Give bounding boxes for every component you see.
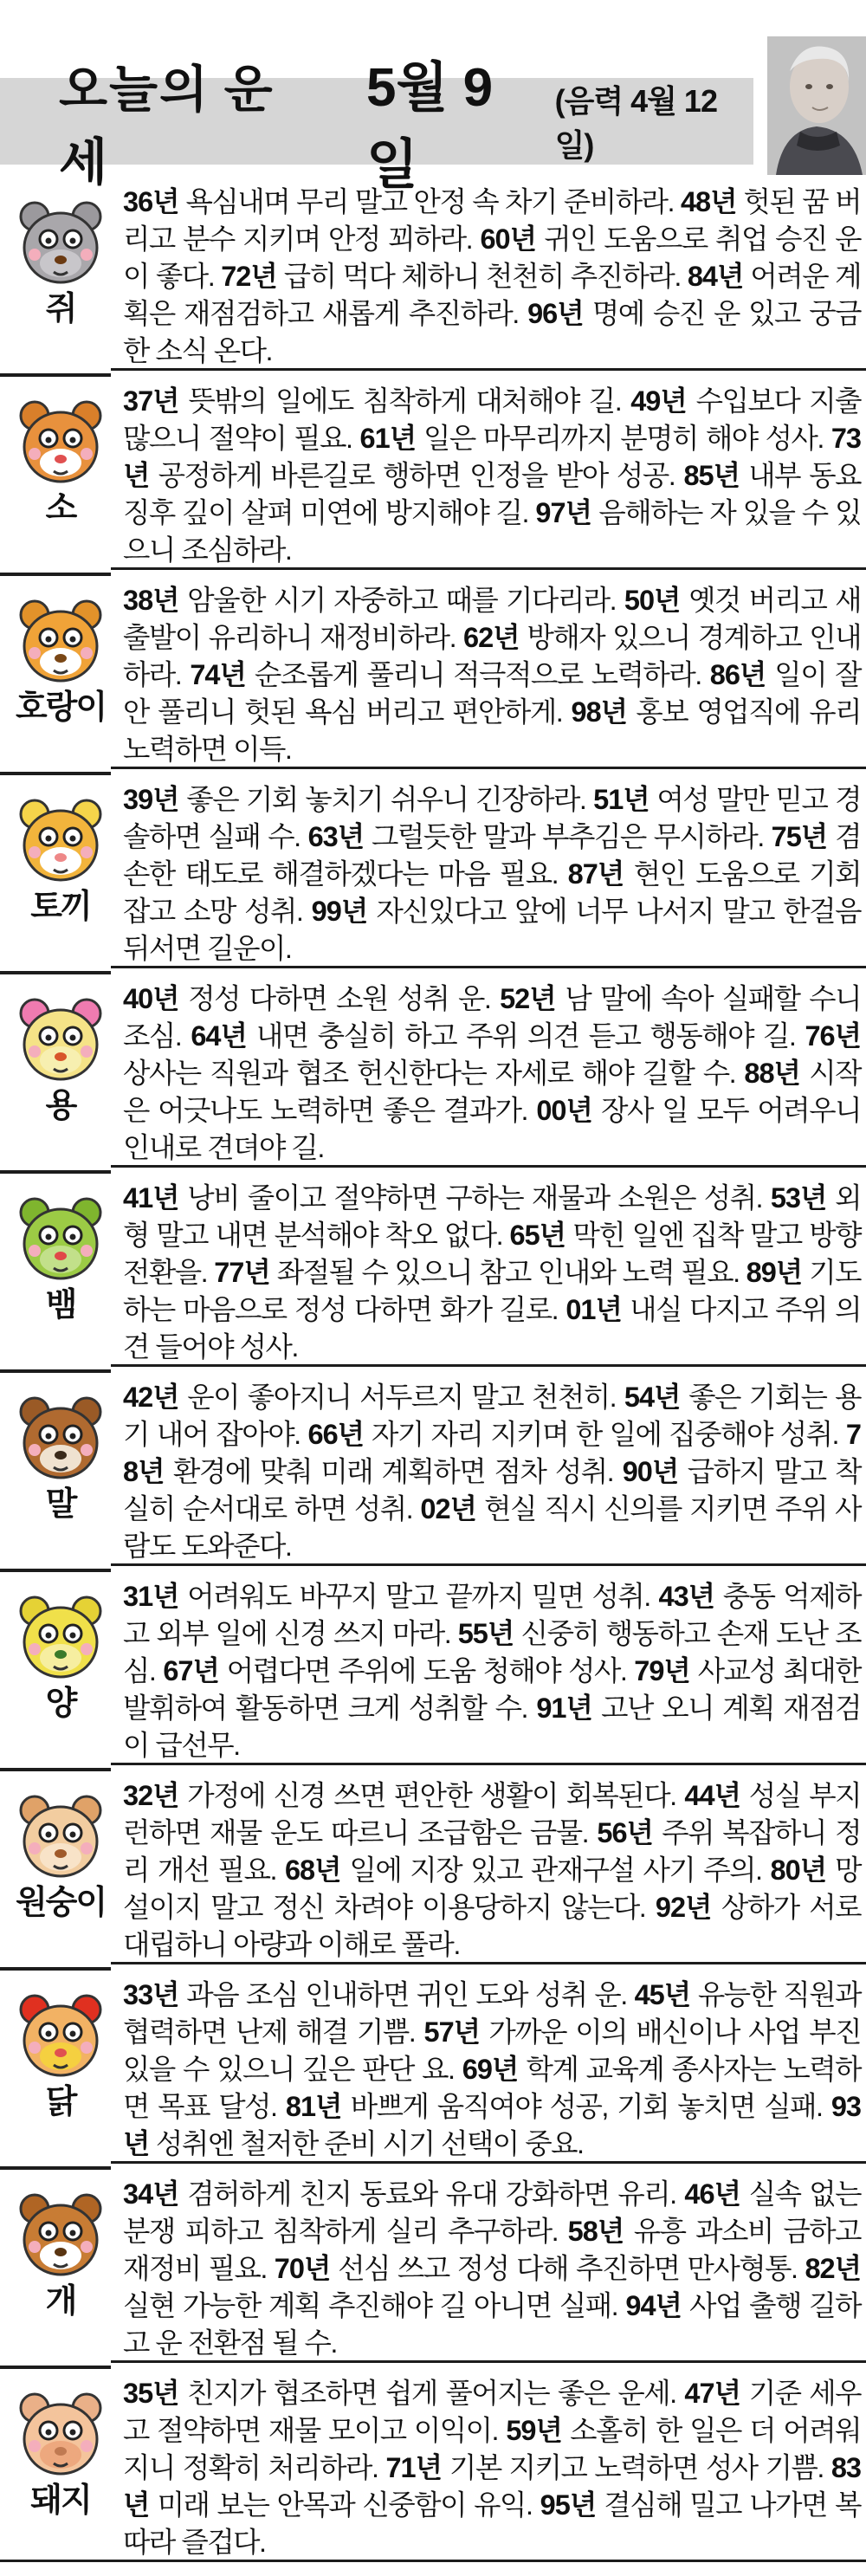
- fortune-text: 38년 암울한 시기 자중하고 때를 기다리라. 50년 옛것 버리고 새출발이 유리하니 재정비하라. 62년 방해자 있으니 경계하고 인내하라. 74년 순조롭게 풀리니 적극적으로 노력하라. 86년 일이 잘 안 풀리니 헛된 욕심 버리고 편안하게. 98년 홍보 영업직에 유리 노력하면 이득.: [123, 585, 861, 765]
- dragon-icon: [16, 994, 106, 1084]
- birth-year: 54년: [624, 1382, 681, 1413]
- birth-year: 39년: [123, 784, 179, 815]
- fortune-text: 31년 어려워도 바꾸지 말고 끝까지 밀면 성취. 43년 충동 억제하고 외부 일에 신경 쓰지 마라. 55년 신중히 행동하고 손재 도난 조심. 67년 어렵다면 주위에 도움 청해야 성사. 79년 사교성 최대한 발휘하여 활동하면 크게 성취할 수. 91년 고난 오니 계획 재점검이 급선무.: [123, 1581, 861, 1761]
- birth-year: 97년: [535, 497, 591, 528]
- birth-year: 36년: [123, 186, 179, 217]
- zodiac-section-dragon: [0, 975, 866, 1164]
- fortune-text: 41년 낭비 줄이고 절약하면 구하는 재물과 소원은 성취. 53년 외형 말고 내면 분석해야 착오 없다. 65년 막힌 일엔 집착 말고 방향 전환을. 77년 좌절될 수 있으니 참고 인내와 노력 필요. 89년 기도하는 마음으로 정성 다하면 화가 길로. 01년 내실 다지고 주위 의견 들어야 성사.: [123, 1182, 861, 1362]
- birth-year: 86년: [709, 659, 766, 690]
- birth-year: 95년: [540, 2489, 597, 2521]
- zodiac-name: 뱀: [45, 1287, 76, 1324]
- rat-icon: [16, 197, 106, 288]
- birth-year: 85년: [683, 460, 740, 491]
- birth-year: 01년: [565, 1294, 622, 1325]
- zodiac-name: 토끼: [30, 889, 91, 925]
- zodiac-section-rat: [0, 178, 866, 367]
- birth-year: 80년: [770, 1854, 827, 1886]
- dog-icon: [16, 2190, 106, 2280]
- birth-year: 57년: [423, 2016, 481, 2048]
- zodiac-name: 개: [45, 2283, 76, 2320]
- birth-year: 56년: [597, 1817, 653, 1848]
- birth-year: 42년: [123, 1382, 179, 1413]
- birth-year: 48년: [680, 186, 737, 217]
- birth-year: 49년: [630, 385, 687, 417]
- birth-year: 82년: [805, 2253, 861, 2284]
- birth-year: 50년: [624, 585, 681, 616]
- birth-year: 81년: [285, 2091, 342, 2122]
- snake-icon: [16, 1194, 106, 1284]
- birth-year: 52년: [500, 983, 556, 1014]
- columnist-photo: [767, 36, 866, 175]
- birth-year: 44년: [684, 1780, 740, 1811]
- zodiac-name: 호랑이: [15, 689, 107, 726]
- birth-year: 76년: [805, 1020, 862, 1052]
- masthead: [0, 0, 866, 195]
- birth-year: 02년: [420, 1493, 476, 1524]
- section-divider: [0, 1961, 866, 1971]
- section-divider: [0, 1762, 866, 1772]
- birth-year: 51년: [593, 784, 650, 815]
- zodiac-name: 닭: [45, 2084, 76, 2120]
- zodiac-section-horse: [0, 1374, 866, 1563]
- zodiac-name: 소: [45, 490, 76, 527]
- birth-year: 88년: [744, 1058, 800, 1089]
- birth-year: 93년: [123, 2091, 862, 2159]
- birth-year: 33년: [123, 1979, 179, 2010]
- birth-year: 73년: [123, 423, 861, 491]
- page-title: 오늘의 운세: [59, 61, 275, 191]
- birth-year: 78년: [123, 1419, 861, 1487]
- birth-year: 92년: [655, 1892, 712, 1923]
- birth-year: 66년: [307, 1419, 365, 1450]
- birth-year: 94년: [625, 2290, 682, 2321]
- zodiac-section-rabbit: [0, 776, 866, 965]
- birth-year: 65년: [509, 1220, 566, 1251]
- birth-year: 64년: [191, 1020, 247, 1052]
- zodiac-section-pig: [0, 2370, 866, 2559]
- birth-year: 98년: [571, 696, 628, 728]
- birth-year: 37년: [123, 385, 179, 417]
- birth-year: 79년: [634, 1655, 690, 1686]
- rabbit-icon: [16, 795, 106, 885]
- zodiac-section-dog: [0, 2171, 866, 2359]
- zodiac-name: 말: [45, 1486, 76, 1523]
- fortune-text: 42년 운이 좋아지니 서두르지 말고 천천히. 54년 좋은 기회는 용기 내어 잡아야. 66년 자기 자리 지키며 한 일에 집중해야 성취. 78년 환경에 맞춰 미래 계획하면 점차 성취. 90년 급하지 말고 착실히 순서대로 하면 성취. 02년 현실 직시 신의를 지키면 주위 사람도 도와준다.: [123, 1382, 861, 1562]
- fortune-text: 33년 과음 조심 인내하면 귀인 도와 성취 운. 45년 유능한 직원과 협력하면 난제 해결 기쁨. 57년 가까운 이의 배신이나 사업 부진 있을 수 있으니 깊은 판단 요. 69년 학계 교육계 종사자는 노력하면 목표 달성. 81년 바쁘게 움직여야 성공, 기회 놓치면 실패. 93년 성취엔 철저한 준비 시기 선택이 중요.: [123, 1979, 862, 2159]
- birth-year: 72년: [221, 261, 277, 292]
- zodiac-name: 양: [45, 1686, 76, 1722]
- fortune-text: 39년 좋은 기회 놓치기 쉬우니 긴장하라. 51년 여성 말만 믿고 경솔하면 실패 수. 63년 그럴듯한 말과 부추김은 무시하라. 75년 겸손한 태도로 해결하겠다는 마음 필요. 87년 현인 도움으로 기회 잡고 소망 성취. 99년 자신있다고 앞에 너무 나서지 말고 한걸음 뒤서면 길운이.: [123, 784, 862, 964]
- birth-year: 53년: [770, 1182, 827, 1214]
- zodiac-section-monkey: [0, 1772, 866, 1961]
- birth-year: 96년: [527, 298, 584, 329]
- zodiac-name: 돼지: [30, 2482, 91, 2519]
- section-divider: [0, 367, 866, 378]
- birth-year: 75년: [771, 821, 828, 852]
- zodiac-section-rooster: [0, 1971, 866, 2160]
- birth-year: 91년: [536, 1693, 592, 1724]
- birth-year: 69년: [462, 2054, 519, 2085]
- birth-year: 71년: [385, 2452, 442, 2483]
- birth-year: 38년: [123, 585, 179, 616]
- section-divider: [0, 965, 866, 975]
- birth-year: 41년: [123, 1182, 179, 1214]
- birth-year: 63년: [307, 821, 365, 852]
- birth-year: 40년: [123, 983, 179, 1014]
- tiger-icon: [16, 596, 106, 686]
- zodiac-section-snake: [0, 1175, 866, 1363]
- birth-year: 99년: [311, 896, 368, 927]
- birth-year: 62년: [463, 622, 520, 653]
- masthead-bar: [0, 58, 753, 195]
- zodiac-section-sheep: [0, 1573, 866, 1762]
- birth-year: 89년: [746, 1257, 803, 1288]
- section-divider: [0, 566, 866, 577]
- ox-icon: [16, 397, 106, 487]
- rooster-icon: [16, 1990, 106, 2081]
- fortune-text: 36년 욕심내며 무리 말고 안정 속 차기 준비하라. 48년 헛된 꿈 버리고 분수 지키며 안정 꾀하라. 60년 귀인 도움으로 취업 승진 운이 좋다. 72년 급히 먹다 체하니 천천히 추진하라. 84년 어려운 계획은 재점검하고 새롭게 추진하라. 96년 명예 승진 운 있고 궁금한 소식 온다.: [123, 186, 862, 366]
- zodiac-name: 쥐: [45, 291, 76, 327]
- birth-year: 70년: [274, 2253, 331, 2284]
- birth-year: 34년: [123, 2178, 179, 2210]
- birth-year: 84년: [687, 261, 744, 292]
- birth-year: 61년: [359, 423, 417, 454]
- fortune-sections: [0, 178, 866, 2569]
- birth-year: 32년: [123, 1780, 179, 1811]
- birth-year: 87년: [567, 858, 624, 890]
- zodiac-name: 용: [45, 1088, 76, 1124]
- birth-year: 43년: [658, 1581, 715, 1612]
- fortune-text: 32년 가정에 신경 쓰면 편안한 생활이 회복된다. 44년 성실 부지런하면 재물 운도 따르니 조급함은 금물. 56년 주위 복잡하니 정리 개선 필요. 68년 일에 지장 있고 관재구설 사기 주의. 80년 망설이지 말고 정신 차려야 이용당하지 않는다. 92년 상하가 서로 대립하니 아량과 이해로 풀라.: [123, 1780, 862, 1960]
- birth-year: 46년: [684, 2178, 740, 2210]
- horse-icon: [16, 1393, 106, 1483]
- section-divider: [0, 2559, 866, 2569]
- portrait-silhouette-icon: [767, 36, 866, 175]
- birth-year: 90년: [622, 1456, 679, 1487]
- section-divider: [0, 1563, 866, 1573]
- birth-year: 58년: [567, 2216, 624, 2247]
- birth-year: 67년: [163, 1655, 219, 1686]
- section-divider: [0, 2359, 866, 2370]
- zodiac-section-tiger: [0, 577, 866, 766]
- zodiac-section-ox: [0, 378, 866, 566]
- birth-year: 00년: [536, 1095, 592, 1126]
- lunar-date-label: (음력 4월 12일): [554, 83, 717, 163]
- section-divider: [0, 1164, 866, 1175]
- pig-icon: [16, 2389, 106, 2479]
- birth-year: 31년: [123, 1581, 179, 1612]
- section-divider: [0, 766, 866, 776]
- fortune-text: 40년 정성 다하면 소원 성취 운. 52년 남 말에 속아 실패할 수니 조심. 64년 내면 충실히 하고 주위 의견 듣고 행동해야 길. 76년 상사는 직원과 협조 헌신한다는 자세로 해야 길할 수. 88년 시작은 어긋나도 노력하면 좋은 결과가. 00년 장사 일 모두 어려우니 인내로 견뎌야 길.: [123, 983, 862, 1163]
- birth-year: 60년: [480, 223, 536, 255]
- sheep-icon: [16, 1592, 106, 1682]
- birth-year: 74년: [190, 659, 246, 690]
- fortune-text: 35년 친지가 협조하면 쉽게 풀어지는 좋은 운세. 47년 기준 세우고 절약하면 재물 모이고 이익이. 59년 소홀히 한 일은 더 어려워지니 정확히 처리하라. 71년 기본 지키고 노력하면 성사 기쁨. 83년 미래 보는 안목과 신중함이 유익. 95년 결심해 밀고 나가면 복 따라 즐겁다.: [123, 2378, 862, 2558]
- birth-year: 35년: [123, 2378, 179, 2409]
- birth-year: 68년: [284, 1854, 341, 1886]
- monkey-icon: [16, 1791, 106, 1881]
- section-divider: [0, 2160, 866, 2171]
- birth-year: 83년: [123, 2452, 861, 2521]
- birth-year: 77년: [214, 1257, 270, 1288]
- date-label: 5월 9일: [366, 58, 494, 195]
- fortune-text: 34년 겸허하게 친지 동료와 유대 강화하면 유리. 46년 실속 없는 분쟁 피하고 침착하게 실리 추구하라. 58년 유흥 과소비 금하고 재정비 필요. 70년 선심 쓰고 정성 다해 추진하면 만사형통. 82년 실현 가능한 계획 추진해야 길 아니면 실패. 94년 사업 출행 길하고 운 전환점 될 수.: [123, 2178, 862, 2359]
- fortune-text: 37년 뜻밖의 일에도 침착하게 대처해야 길. 49년 수입보다 지출 많으니 절약이 필요. 61년 일은 마무리까지 분명히 해야 성사. 73년 공정하게 바른길로 행하면 인정을 받아 성공. 85년 내부 동요 징후 깊이 살펴 미연에 방지해야 길. 97년 음해하는 자 있을 수 있으니 조심하라.: [123, 385, 861, 566]
- birth-year: 45년: [634, 1979, 691, 2010]
- birth-year: 47년: [684, 2378, 740, 2409]
- section-divider: [0, 1363, 866, 1374]
- birth-year: 55년: [457, 1618, 514, 1649]
- zodiac-name: 원숭이: [15, 1885, 107, 1921]
- birth-year: 59년: [506, 2415, 562, 2446]
